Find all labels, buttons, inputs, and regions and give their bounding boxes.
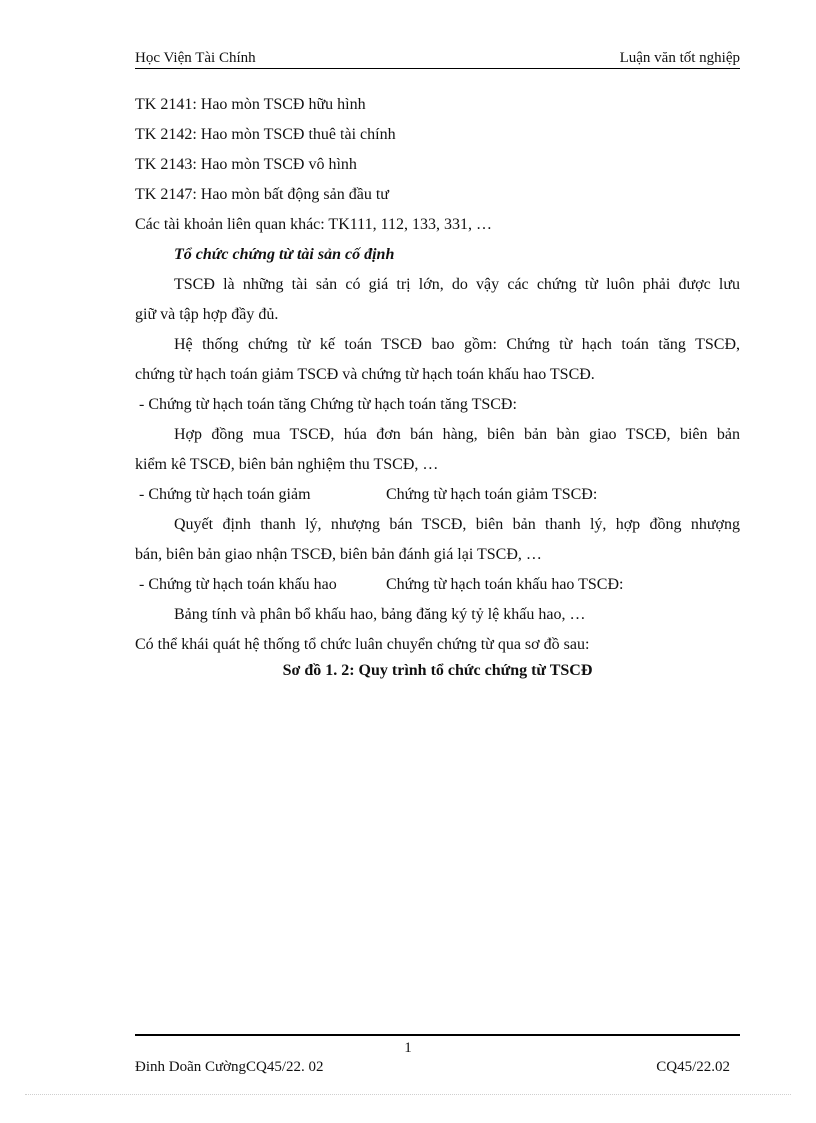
depreciation-row [139, 575, 744, 595]
diagram-title: Sơ đồ 1. 2: Quy trình tổ chức chứng từ TSCĐ [282, 662, 593, 679]
increase-row [139, 395, 744, 415]
section-heading: Tổ chức chứng từ tài sản cố định [174, 246, 395, 263]
depreciation-title: Chứng từ hạch toán khấu hao TSCĐ: [386, 576, 624, 593]
paragraph-2-line-1: Hệ thống chứng từ kế toán TSCĐ bao gồm: Chứng từ hạch toán tăng TSCĐ, [174, 336, 740, 353]
paragraph-2-line-2: chứng từ hạch toán giảm TSCĐ và chứng từ hạch toán khấu hao TSCĐ. [135, 366, 595, 383]
account-2141: TK 2141: Hao mòn TSCĐ hữu hình [135, 96, 366, 113]
footer-author: Đinh Doãn CườngCQ45/22. 02 [135, 1059, 324, 1075]
summary-line: Có thể khái quát hệ thống tổ chức luân chuyển chứng từ qua sơ đồ sau: [135, 636, 590, 653]
increase-label: - Chứng từ hạch toán tăng [139, 396, 307, 413]
increase-title: Chứng từ hạch toán tăng TSCĐ: [310, 396, 517, 413]
footer-divider [135, 1034, 740, 1036]
increase-docs-line-1: Hợp đồng mua TSCĐ, húa đơn bán hàng, biên bản bàn giao TSCĐ, biên bản [174, 426, 740, 443]
decrease-docs-line-2: bán, biên bản giao nhận TSCĐ, biên bản đánh giá lại TSCĐ, … [135, 546, 542, 563]
related-accounts: Các tài khoản liên quan khác: TK111, 112, 133, 331, … [135, 216, 492, 233]
account-2142: TK 2142: Hao mòn TSCĐ thuê tài chính [135, 126, 396, 143]
header-divider [135, 68, 740, 69]
decrease-label: - Chứng từ hạch toán giảm [139, 486, 311, 503]
increase-docs-line-2: kiểm kê TSCĐ, biên bản nghiệm thu TSCĐ, … [135, 456, 439, 473]
page-number: 1 [404, 1040, 412, 1056]
paragraph-1-line-1: TSCĐ là những tài sản có giá trị lớn, do vậy các chứng từ luôn phải được lưu [174, 276, 740, 293]
header-document-type: Luận văn tốt nghiệp [619, 50, 740, 66]
footer-class-code: CQ45/22.02 [656, 1059, 730, 1075]
account-2147: TK 2147: Hao mòn bất động sản đầu tư [135, 186, 389, 203]
account-2143: TK 2143: Hao mòn TSCĐ vô hình [135, 156, 357, 173]
depreciation-label: - Chứng từ hạch toán khấu hao [139, 576, 337, 593]
decrease-docs-line-1: Quyết định thanh lý, nhượng bán TSCĐ, biên bản thanh lý, hợp đồng nhượng [174, 516, 740, 533]
paragraph-1-line-2: giữ và tập hợp đầy đủ. [135, 306, 279, 323]
decrease-title: Chứng từ hạch toán giảm TSCĐ: [386, 486, 598, 503]
page-boundary [25, 1094, 791, 1095]
decrease-row [139, 485, 744, 505]
header-institution: Học Viện Tài Chính [135, 50, 256, 66]
depreciation-docs-line-1: Bảng tính và phân bổ khấu hao, bảng đăng ký tỷ lệ khấu hao, … [174, 606, 586, 623]
